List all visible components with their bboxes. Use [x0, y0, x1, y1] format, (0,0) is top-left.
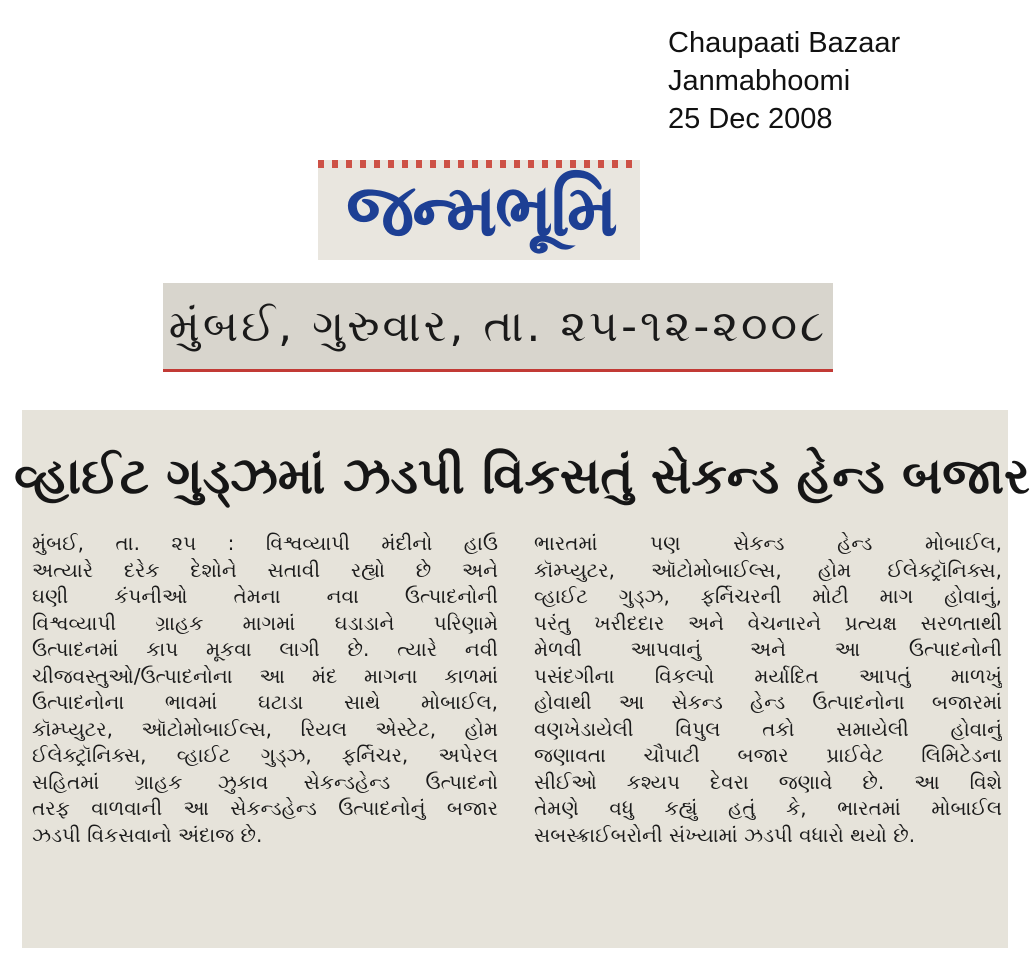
- caption-publication: Janmabhoomi: [668, 65, 851, 97]
- article-headline: વ્હાઈટ ગુડ્ઝમાં ઝડપી વિકસતું સેકન્ડ હેન્ડ બજાર: [14, 446, 1030, 505]
- article-clipping: [14, 410, 1030, 948]
- text-line: કૉમ્પ્યુટર, ઑટોમોબાઈલ્સ, હોમ ઈલેક્ટ્રૉનિક્સ,: [534, 557, 1002, 582]
- text-line: ઘણી કંપનીઓ તેમના નવા ઉત્પાદનોની: [32, 584, 498, 608]
- text-line: ઉત્પાદનમાં કાપ મૂકવા લાગી છે. ત્યારે નવી: [32, 637, 498, 661]
- masthead-red-bar: [318, 160, 640, 168]
- text-line: વણખેડાયેલી વિપુલ તકો સમાયેલી હોવાનું: [534, 716, 1002, 741]
- text-line: મેળવી આપવાનું અને આ ઉત્પાદનોની: [534, 637, 1002, 661]
- text-line: વ્હાઈટ ગુડ્ઝ, ફર્નિચરની મોટી માગ હોવાનું,: [534, 584, 1002, 608]
- caption-source: Chaupaati Bazaar: [668, 27, 901, 59]
- text-line: ઈલેક્ટ્રૉનિક્સ, વ્હાઈટ ગુડ્ઝ, ફર્નિચર, અપેરલ: [32, 743, 498, 767]
- text-line: હોવાથી આ સેકન્ડ હેન્ડ ઉત્પાદનોના બજારમાં: [534, 690, 1002, 714]
- text-line: મુંબઈ, તા. ૨૫ : વિશ્વવ્યાપી મંદીનો હાઉ: [32, 531, 498, 555]
- text-line: ઝડપી વિકસવાનો અંદાજ છે.: [32, 822, 263, 847]
- dateline-strip: [163, 283, 833, 372]
- caption-date: 25 Dec 2008: [668, 103, 833, 135]
- text-line: ભારતમાં પણ સેકન્ડ હેન્ડ મોબાઈલ,: [534, 531, 1002, 555]
- dateline-text: મુંબઈ, ગુરુવાર, તા. ૨૫-૧૨-૨૦૦૮: [168, 300, 828, 352]
- text-line: પસંદગીના વિકલ્પો મર્યાદિત આપતું માળખું: [534, 663, 1002, 688]
- article-column-right: [534, 530, 1002, 848]
- clipping-caption: [668, 24, 900, 138]
- text-line: ઉત્પાદનોના ભાવમાં ઘટાડા સાથે મોબાઈલ,: [32, 690, 498, 714]
- text-line: પરંતુ ખરીદદાર અને વેચનારને પ્રત્યક્ષ સરળતાથી: [534, 610, 1002, 635]
- text-line: ચીજવસ્તુઓ/ઉત્પાદનોના આ મંદ માગના કાળમાં: [32, 663, 498, 688]
- text-line: જણાવતા ચૌપાટી બજાર પ્રાઈવેટ લિમિટેડના: [534, 743, 1002, 767]
- text-line: કૉમ્પ્યુટર, ઑટોમોબાઈલ્સ, રિયલ એસ્ટેટ, હોમ: [32, 716, 498, 741]
- masthead-logo: જન્મભૂમિ: [346, 168, 616, 252]
- text-line: વિશ્વવ્યાપી ગ્રાહક માગમાં ઘડાડાને પરિણામે: [32, 610, 498, 635]
- article-column-left: [32, 530, 498, 848]
- text-line: તેમણે વધુ કહ્યું હતું કે, ભારતમાં મોબાઈલ: [534, 796, 1002, 820]
- text-line: સબસ્ક્રાઈબરોની સંખ્યામાં ઝડપી વધારો થયો છે.: [534, 822, 916, 847]
- text-line: અત્યારે દરેક દેશોને સતાવી રહ્યો છે અને: [32, 557, 498, 582]
- text-line: સહિતમાં ગ્રાહક ઝુકાવ સેકન્ડહેન્ડ ઉત્પાદનો: [32, 769, 498, 794]
- text-line: સીઈઓ કશ્યપ દેવરા જણાવે છે. આ વિશે: [534, 769, 1002, 794]
- text-line: તરફ વાળવાની આ સેકન્ડહેન્ડ ઉત્પાદનોનું બજાર: [32, 796, 498, 820]
- newspaper-masthead: [318, 160, 640, 260]
